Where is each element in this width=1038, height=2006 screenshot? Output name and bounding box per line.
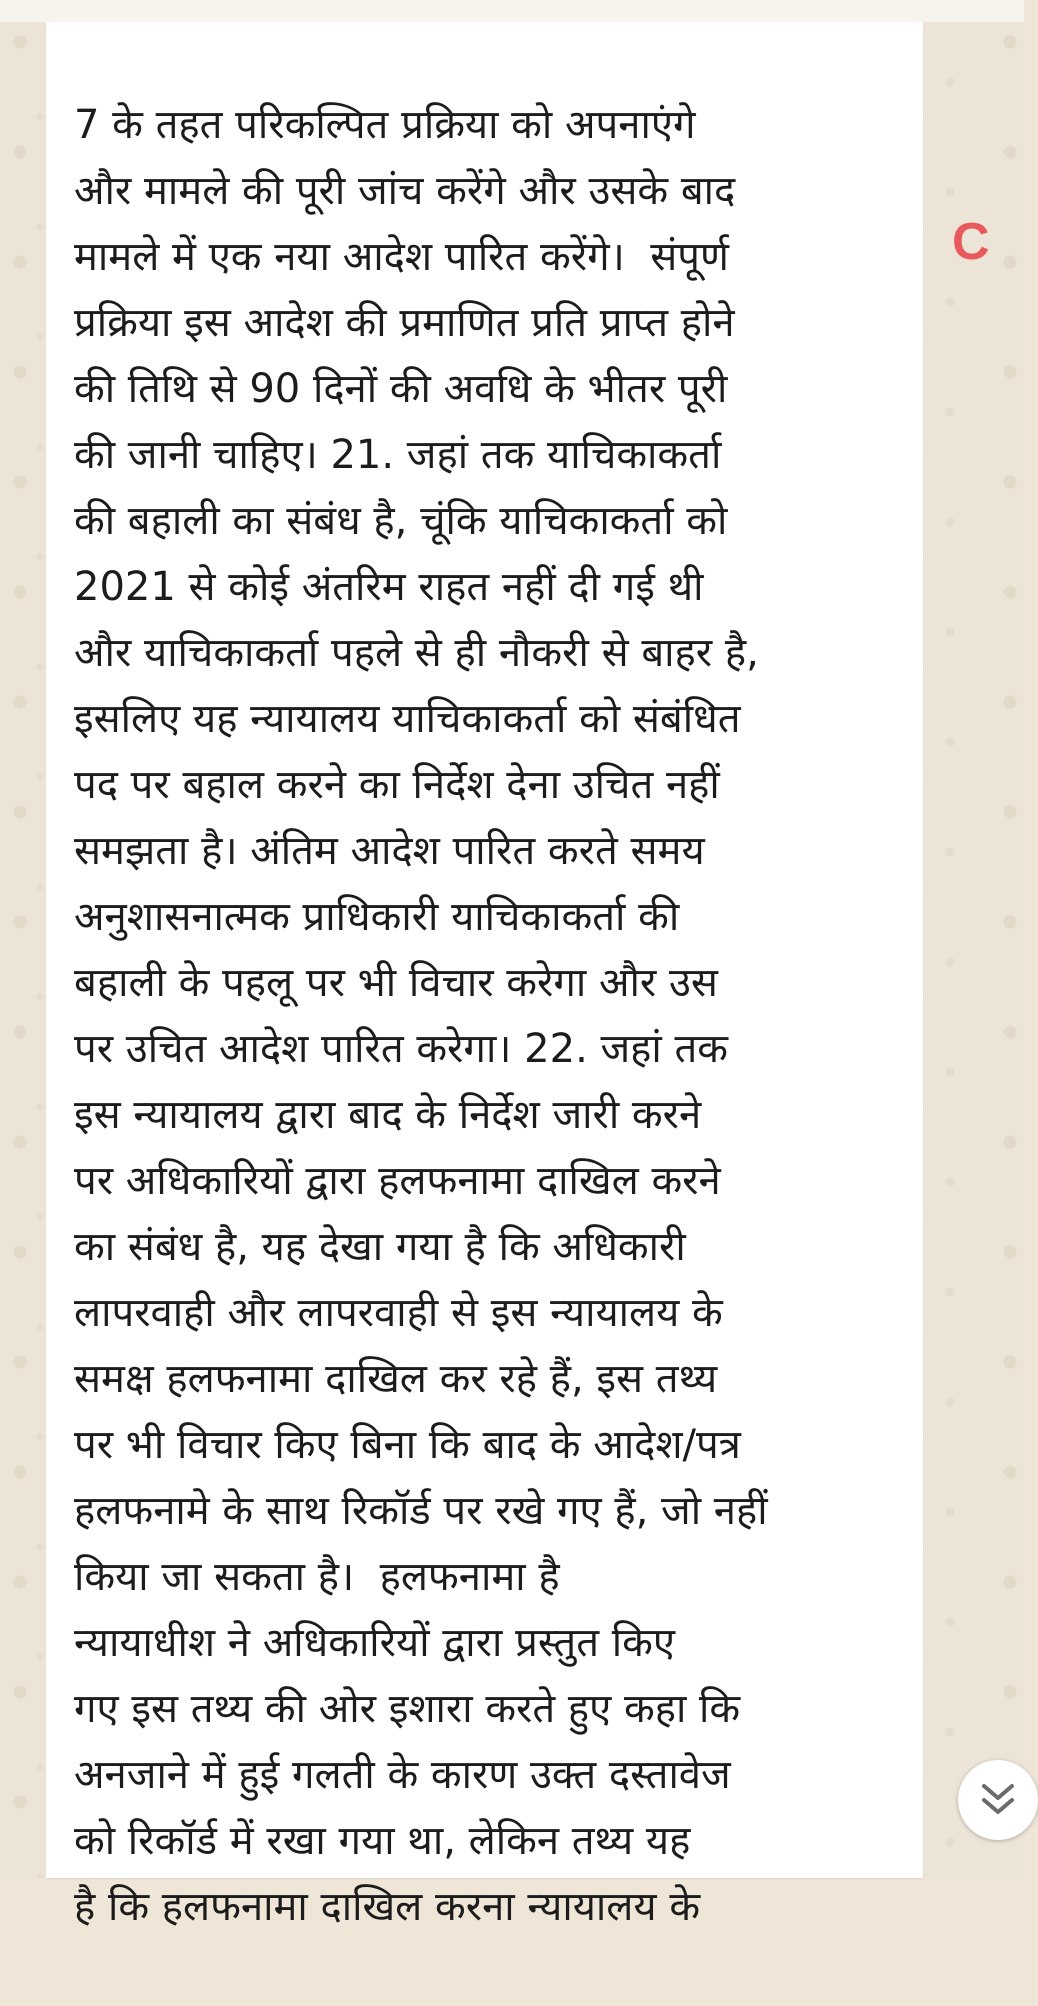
message-line: की बहाली का संबंध है, चूंकि याचिकाकर्ता को bbox=[74, 498, 728, 544]
message-line: की तिथि से 90 दिनों की अवधि के भीतर पूरी bbox=[74, 366, 728, 412]
message-bubble[interactable] bbox=[46, 22, 923, 1930]
message-line: और मामले की पूरी जांच करेंगे और उसके बाद bbox=[74, 168, 736, 214]
message-line: प्रक्रिया इस आदेश की प्रमाणित प्रति प्राप्त होने bbox=[74, 300, 735, 346]
message-line: किया जा सकता है। हलफनामा है bbox=[74, 1554, 560, 1600]
message-line: समझता है। अंतिम आदेश पारित करते समय bbox=[74, 828, 705, 874]
message-line: इस न्यायालय द्वारा बाद के निर्देश जारी करने bbox=[74, 1092, 702, 1138]
message-line: पर भी विचार किए बिना कि बाद के आदेश/पत्र bbox=[74, 1422, 741, 1468]
message-line: मामले में एक नया आदेश पारित करेंगे। संपूर्ण bbox=[74, 234, 729, 280]
message-text bbox=[74, 22, 895, 2006]
double-chevron-down-icon bbox=[978, 1782, 1018, 1818]
message-line: और याचिकाकर्ता पहले से ही नौकरी से बाहर है, bbox=[74, 630, 759, 676]
scroll-to-bottom-button[interactable] bbox=[958, 1760, 1038, 1840]
message-line: बहाली के पहलू पर भी विचार करेगा और उस bbox=[74, 960, 718, 1006]
message-line: गए इस तथ्य की ओर इशारा करते हुए कहा कि bbox=[74, 1686, 741, 1732]
message-line: को रिकॉर्ड में रखा गया था, लेकिन तथ्य यह bbox=[74, 1818, 691, 1864]
message-line: है कि हलफनामा दाखिल करना न्यायालय के bbox=[74, 1884, 701, 1930]
message-line: हलफनामे के साथ रिकॉर्ड पर रखे गए हैं, जो नहीं bbox=[74, 1488, 768, 1534]
side-letter-badge: C bbox=[952, 213, 990, 271]
message-line: की जानी चाहिए। 21. जहां तक याचिकाकर्ता bbox=[74, 432, 722, 478]
message-line: का संबंध है, यह देखा गया है कि अधिकारी bbox=[74, 1224, 686, 1270]
message-line: पर उचित आदेश पारित करेगा। 22. जहां तक bbox=[74, 1026, 729, 1072]
message-line: लापरवाही और लापरवाही से इस न्यायालय के bbox=[74, 1290, 723, 1336]
message-line: समक्ष हलफनामा दाखिल कर रहे हैं, इस तथ्य bbox=[74, 1356, 718, 1402]
message-line: इसलिए यह न्यायालय याचिकाकर्ता को संबंधित bbox=[74, 696, 741, 742]
message-line: पर अधिकारियों द्वारा हलफनामा दाखिल करने bbox=[74, 1158, 721, 1204]
top-bar bbox=[0, 0, 1024, 23]
message-line: 2021 से कोई अंतरिम राहत नहीं दी गई थी bbox=[74, 564, 704, 610]
message-line: न्यायाधीश ने अधिकारियों द्वारा प्रस्तुत किए bbox=[74, 1620, 675, 1666]
message-line: अनजाने में हुई गलती के कारण उक्त दस्तावेज bbox=[74, 1752, 731, 1798]
message-line: अनुशासनात्मक प्राधिकारी याचिकाकर्ता की bbox=[74, 894, 680, 940]
message-line: पद पर बहाल करने का निर्देश देना उचित नहीं bbox=[74, 762, 720, 808]
message-line: 7 के तहत परिकल्पित प्रक्रिया को अपनाएंगे bbox=[74, 102, 696, 148]
